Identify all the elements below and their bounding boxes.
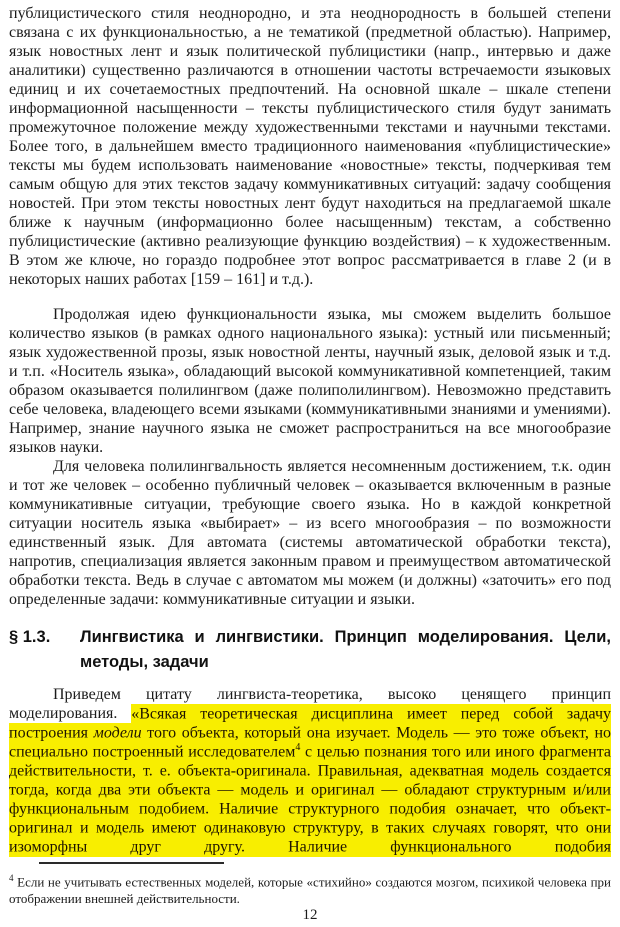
section-number: § 1.3. xyxy=(9,628,51,646)
highlight-segment: с целью познания того или иного фрагмента действительности, т. е. объекта-оригинала. Правильная, адекватная модель создается тогда, когда два эти объекта — модель и оригинал — обладают структурным и/или функциональным подобием. Наличие структурного подобия означает, что объект-оригинал и модель имеют одинаковую структуру, в таких случаях говорят, что они изоморфны друг другу. Наличие функционального подобия xyxy=(9,743,612,855)
page-number: 12 xyxy=(302,907,318,923)
highlight-segment: «Всякая теоретическая дисциплина имеет перед собой задачу построения xyxy=(9,705,611,741)
footnote-block xyxy=(9,854,611,907)
quote-intro-text: Приведем цитату лингвиста-теоретика, высоко ценящего принцип моделирования. xyxy=(9,686,611,722)
highlighted-text xyxy=(9,704,611,857)
paragraph-polylingualism: Продолжая идею функциональности языка, мы сможем выделить большое количество языков (в рамках одного национального языка): устный или письменный; язык художественной прозы, язык новостной ленты, научный язык, деловой язык и т.д. и т.п. «Носитель языка», обладающий высокой коммуникативной компетенцией, таким образом оказывается полилингвом (даже полиполилингвом). Невозможно представить себе человека, владеющего всеми языками (коммуникативными знаниями и умениями). Например, знание научного языка не сможет распространиться на все многообразие языков науки. xyxy=(9,306,611,456)
paragraph-quote xyxy=(9,685,611,856)
footnote-text xyxy=(9,870,611,907)
footnote-body: Если не учитывать естественных моделей, которые «стихийно» создаются мозгом, психикой человека при отображении внешней действительности. xyxy=(9,874,611,906)
footnote-reference: 4 xyxy=(295,741,301,753)
highlight-italic-word: модели xyxy=(93,724,142,741)
footnote-separator xyxy=(39,862,224,864)
section-title: Лингвистика и лингвистики. Принцип моделирования. Цели, методы, задачи xyxy=(80,628,611,671)
highlight-segment: того объекта, который она изучает. Модель — это тоже объект, но специально построенный исследователем xyxy=(9,724,612,760)
footnote-marker: 4 xyxy=(9,872,14,883)
section-heading xyxy=(9,625,611,675)
paragraph-human-vs-automaton: Для человека полилингвальность является несомненным достижением, т.к. один и тот же человек – особенно публичный человек – оказывается включенным в разные коммуникативные ситуации, требующие своего языка. Но в каждой конкретной ситуации носитель языка «выбирает» – из всего многообразия – по возможности единственный язык. Для автомата (системы автоматической обработки текста), напротив, специализация является законным правом и преимуществом автоматической обработки текста. Ведь в случае с автоматом мы можем (и должны) «заточить» его под определенные задачи: коммуникативные ситуации и языки. xyxy=(9,458,611,608)
paragraph-continuation: публицистического стиля неоднородно, и эта неоднородность в большей степени связана с их функциональностью, а не тематикой (предметной областью). Например, язык новостных лент и язык политической публицистики (напр., интервью и даже аналитики) существенно различаются в отношении частоты встречаемости языковых единиц и их сочетаемостных предпочтений. На основной шкале – шкале степени информационной насыщенности – тексты публицистического стиля будут занимать промежуточное положение между художественными текстами и научными текстами. Более того, в дальнейшем вместо традиционного наименования «публицистические» тексты мы будем использовать наименование «новостные» тексты, подчеркивая тем самым общую для этих текстов задачу коммуникативных ситуаций: задачу сообщения новостей. При этом тексты новостных лент будут находиться на предлагаемой шкале ближе к научным (информационно более насыщенным) текстам, а собственно публицистические (активно реализующие функцию воздействия) – к художественным. В этом же ключе, но гораздо подробнее этот вопрос рассматривается в главе 2 (и в некоторых наших работах [159 – 161] и т.д.). xyxy=(9,5,611,288)
